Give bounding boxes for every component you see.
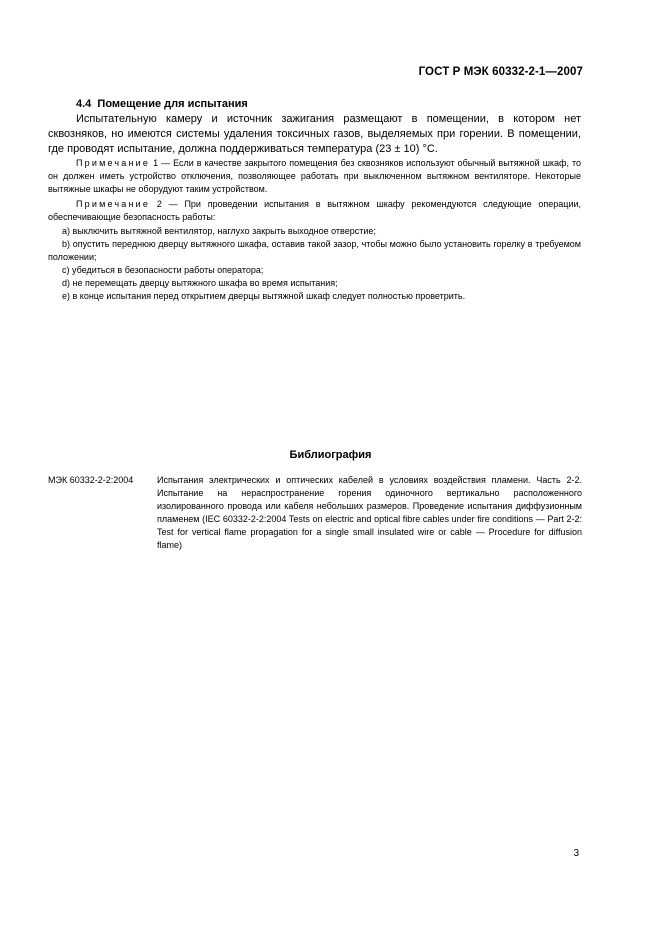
section-heading [76,98,248,110]
note-2-text: 2 — При проведении испытания в вытяжном шкафу рекомендуются следующие операции, обеспечивающие безопасность работы: [48,199,581,222]
list-item-b: b) опустить переднюю дверцу вытяжного шкафа, оставив такой зазор, чтобы можно было установить горелку в требуемом положении; [48,239,581,262]
section-paragraph [48,112,581,157]
note-1 [48,157,581,196]
section-title: Помещение для испытания [97,98,248,110]
list-item-a: а) выключить вытяжной вентилятор, наглухо закрыть выходное отверстие; [62,226,376,236]
section-number: 4.4 [76,98,92,110]
list-item-d: d) не перемещать дверцу вытяжного шкафа во время испытания; [62,278,338,288]
page-number: 3 [573,848,579,859]
list-item-c: с) убедиться в безопасности работы оператора; [62,265,264,275]
note-2 [48,198,581,224]
bibliography-ref: МЭК 60332-2-2:2004 [48,475,134,485]
bibliography-title: Библиография [289,449,372,461]
note-1-text: 1 — Если в качестве закрытого помещения без сквозняков используют обычный вытяжной шкаф, то он должен иметь устройство отключения, позволяющее работать при выключенном вытяжном вентиляторе. Некоторые вытяжные шкафы не оборудуют таким устройством. [48,158,581,194]
section-paragraph-text: Испытательную камеру и источник зажигания размещают в помещении, в котором нет сквозняков, но имеются системы удаления токсичных газов, выделяемых при горении. В помещении, где проводят испытание, должна поддерживаться температура (23 ± 10) °С. [48,113,581,155]
bibliography-text: Испытания электрических и оптических кабелей в условиях воздействия пламени. Часть 2-2. Испытание на нераспространение горения одиночного вертикально расположенного изолированного провода или кабеля небольших размеров. Проведение испытания диффузионным пламенем (IEC 60332-2-2:2004 Tests on electric and optical fibre cables under fire conditions — Part 2-2: Test for vertical flame propagation for a single small insulated wire or cable — Procedure for diffusion flame) [157,475,582,550]
list-item-e: е) в конце испытания перед открытием дверцы вытяжной шкаф следует полностью проветрить. [62,291,466,301]
note-2-label: Примечание [76,199,151,209]
note-1-label: Примечание [76,158,151,168]
document-header: ГОСТ Р МЭК 60332-2-1—2007 [418,66,583,78]
